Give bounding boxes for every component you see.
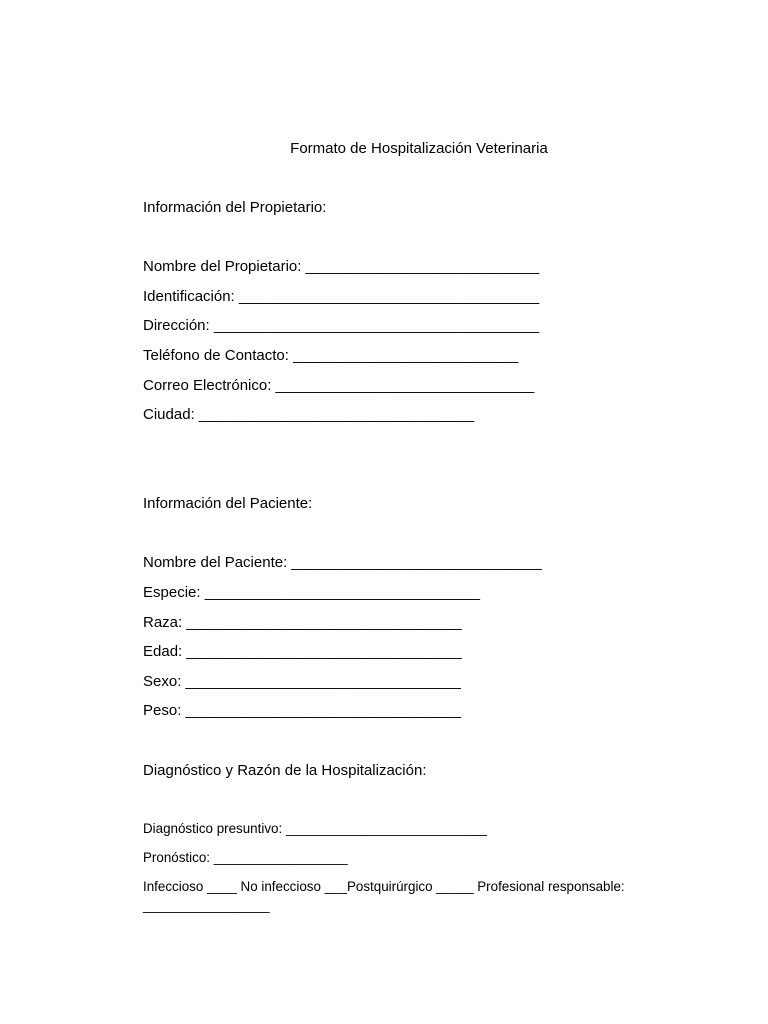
responsible-professional-field[interactable]: _________________: [143, 898, 270, 913]
patient-sex-field[interactable]: Sexo: _________________________________: [143, 673, 461, 690]
prognosis-field[interactable]: Pronóstico: __________________: [143, 850, 348, 865]
patient-weight-field[interactable]: Peso: _________________________________: [143, 702, 461, 719]
patient-age-field[interactable]: Edad: _________________________________: [143, 643, 462, 660]
owner-section-heading: Información del Propietario:: [143, 199, 327, 216]
owner-city-field[interactable]: Ciudad: _________________________________: [143, 406, 475, 423]
owner-name-field[interactable]: Nombre del Propietario: ____________________________: [143, 258, 540, 275]
patient-species-field[interactable]: Especie: _________________________________: [143, 584, 480, 601]
owner-email-field[interactable]: Correo Electrónico: _______________________________: [143, 377, 535, 394]
patient-name-field[interactable]: Nombre del Paciente: ______________________________: [143, 554, 542, 571]
owner-address-field[interactable]: Dirección: _______________________________________: [143, 317, 540, 334]
owner-phone-field[interactable]: Teléfono de Contacto: ___________________________: [143, 347, 519, 364]
patient-section-heading: Información del Paciente:: [143, 495, 313, 512]
owner-id-field[interactable]: Identificación: ____________________________________: [143, 288, 540, 305]
diagnosis-section-heading: Diagnóstico y Razón de la Hospitalización:: [143, 762, 427, 779]
document-title: Formato de Hospitalización Veterinaria: [290, 140, 548, 157]
hospitalization-type-field[interactable]: Infeccioso ____ No infeccioso ___Postquirúrgico _____ Profesional responsable:: [143, 879, 625, 894]
patient-breed-field[interactable]: Raza: _________________________________: [143, 614, 462, 631]
presumptive-diagnosis-field[interactable]: Diagnóstico presuntivo: ___________________________: [143, 821, 487, 836]
